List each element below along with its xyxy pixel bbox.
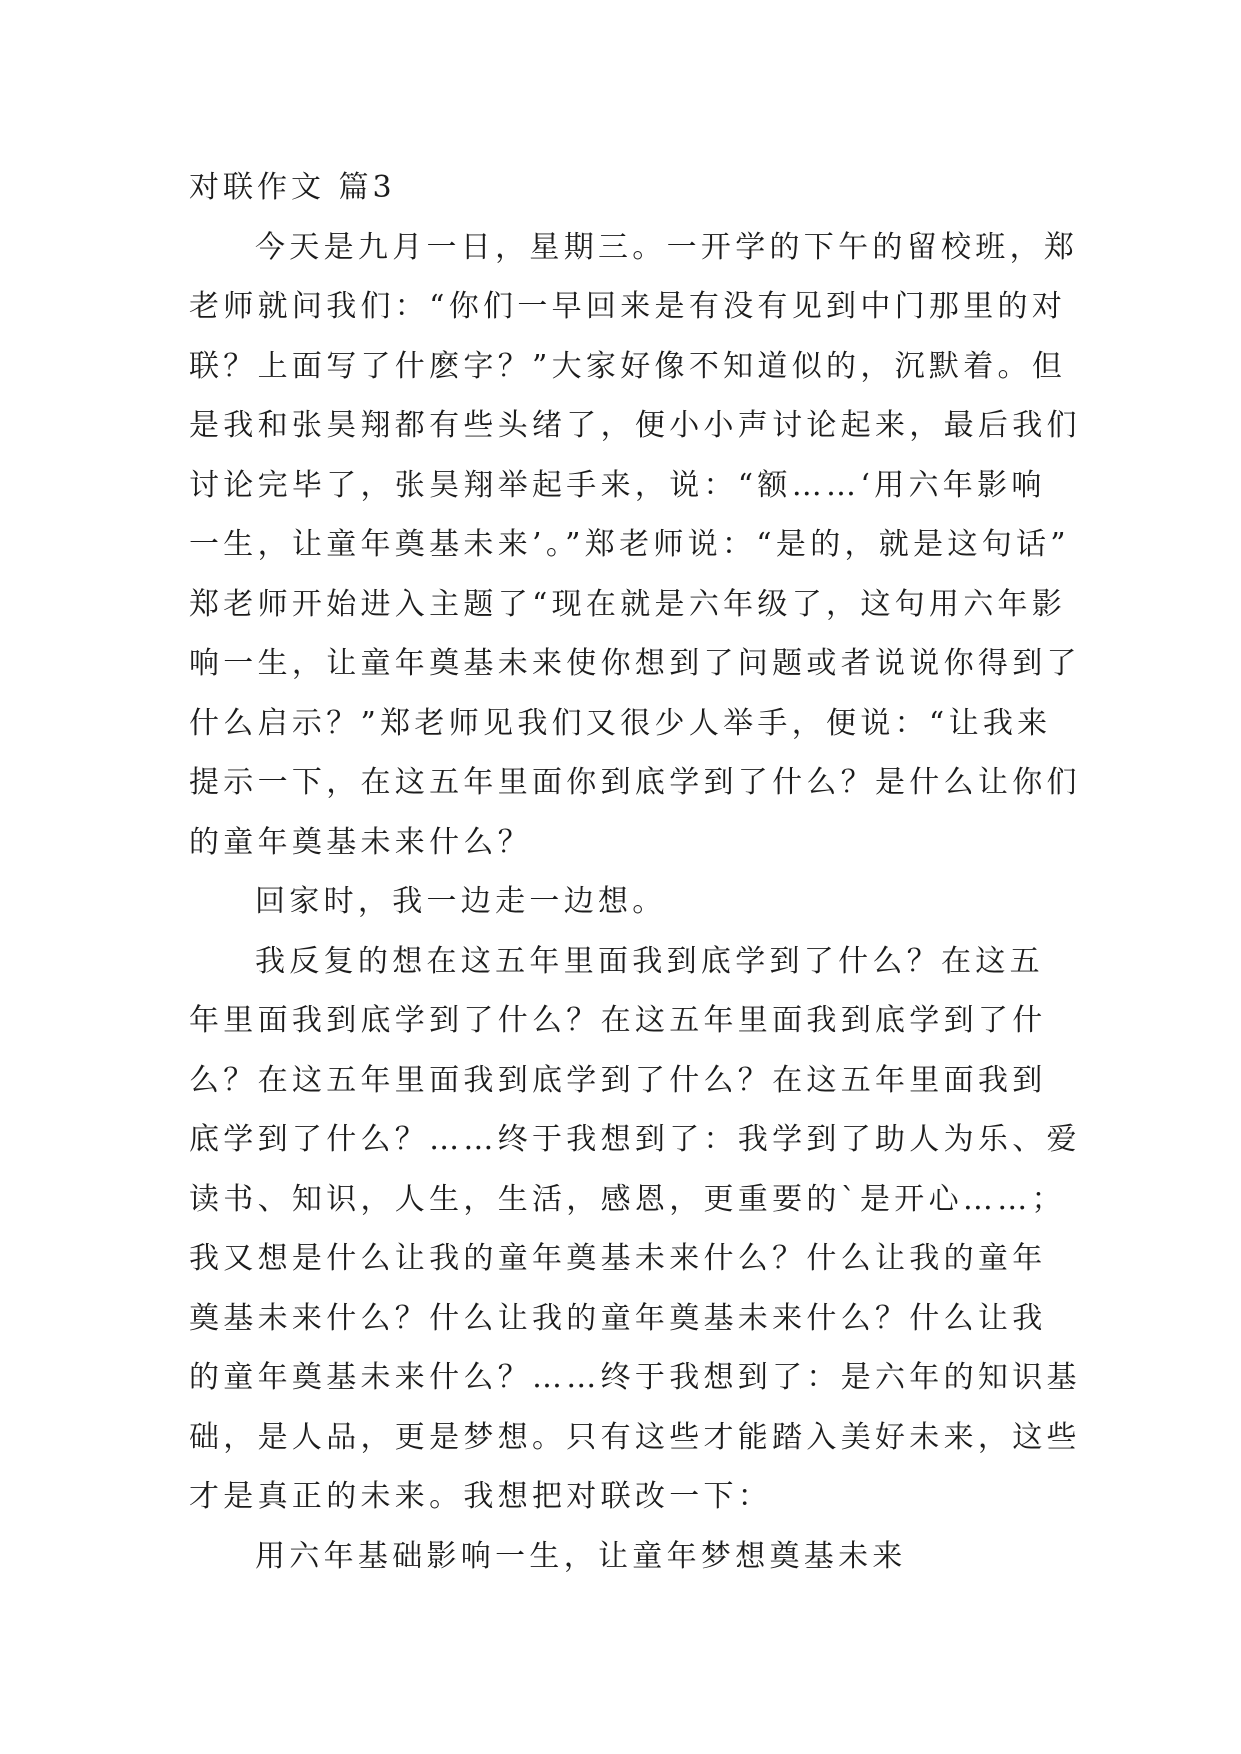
paragraph-2	[189, 872, 1059, 932]
text-line: 么？在这五年里面我到底学到了什么？在这五年里面我到	[189, 1062, 1047, 1098]
paragraph-1	[189, 218, 1081, 873]
text-line: 才是真正的未来。我想把对联改一下：	[189, 1479, 773, 1514]
text-line: 读书、知识，人生，生活，感恩，更重要的`是开心……；	[189, 1181, 1066, 1217]
text-line: 老师就问我们：“你们一早回来是有没有见到中门那里的对	[189, 289, 1067, 324]
text-line: 回家时，我一边走一边想。	[255, 884, 667, 919]
text-line: 的童年奠基未来什么？	[189, 824, 532, 860]
text-line: 今天是九月一日，星期三。一开学的下午的留校班，郑	[255, 229, 1079, 265]
text-line: 联？上面写了什麽字？”大家好像不知道似的，沉默着。但	[189, 348, 1067, 384]
paragraph-3	[189, 932, 1081, 1527]
text-line: 是我和张昊翔都有些头绪了，便小小声讨论起来，最后我们	[189, 408, 1081, 443]
text-line: 响一生，让童年奠基未来使你想到了问题或者说说你得到了	[189, 646, 1081, 681]
text-line: 础，是人品，更是梦想。只有这些才能踏入美好未来，这些	[189, 1419, 1081, 1455]
essay-body	[189, 158, 1081, 1586]
text-line: 我反复的想在这五年里面我到底学到了什么？在这五	[255, 943, 1044, 979]
paragraph-4	[189, 1527, 1059, 1587]
text-line: 年里面我到底学到了什么？在这五年里面我到底学到了什	[189, 1003, 1047, 1038]
text-line: 讨论完毕了，张昊翔举起手来，说：“额……‘用六年影响	[189, 467, 1046, 503]
text-line: 一生，让童年奠基未来’。”郑老师说：“是的，就是这句话”	[189, 527, 1070, 562]
text-line: 我又想是什么让我的童年奠基未来什么？什么让我的童年	[189, 1241, 1047, 1276]
text-line: 提示一下，在这五年里面你到底学到了什么？是什么让你们	[189, 765, 1081, 800]
essay-title: 对联作文 篇3	[189, 170, 396, 205]
text-line: 的童年奠基未来什么？……终于我想到了：是六年的知识基	[189, 1360, 1081, 1395]
text-line: 奠基未来什么？什么让我的童年奠基未来什么？什么让我	[189, 1300, 1047, 1336]
text-line: 郑老师开始进入主题了“现在就是六年级了，这句用六年影	[189, 586, 1067, 622]
text-line: 底学到了什么？……终于我想到了：我学到了助人为乐、爱	[189, 1122, 1081, 1157]
text-line: 用六年基础影响一生，让童年梦想奠基未来	[255, 1538, 907, 1574]
text-line: 什么启示？”郑老师见我们又很少人举手，便说：“让我来	[189, 705, 1052, 741]
